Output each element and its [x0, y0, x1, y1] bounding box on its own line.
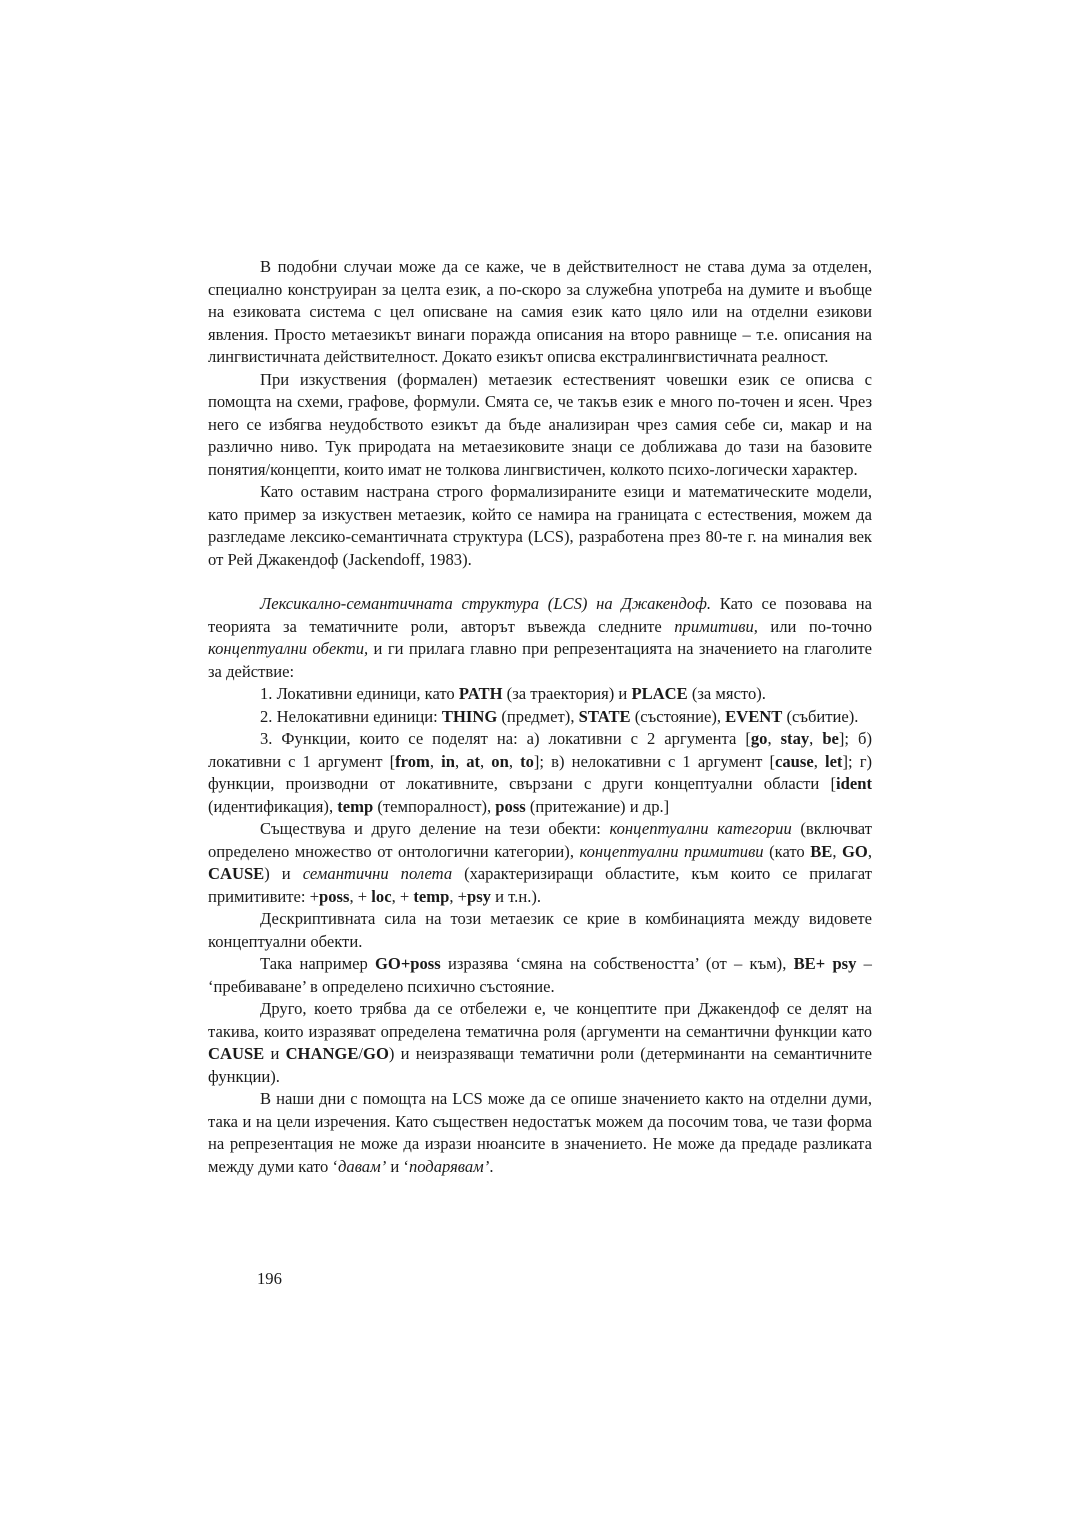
italic-term: концептуални примитиви — [579, 841, 764, 861]
bold-term: from — [395, 751, 430, 771]
text-run: изразява ‘смяна на собствеността’ (от – към), — [440, 954, 794, 973]
text-run: (за траектория) и — [502, 684, 632, 703]
page-number: 196 — [257, 1269, 282, 1288]
text-run: (притежание) и др.] — [525, 796, 670, 816]
bold-term: GO — [842, 841, 868, 861]
text-run: (събитие). — [782, 706, 859, 726]
text-run: , — [832, 841, 843, 861]
paragraph-descriptive-power — [208, 908, 872, 953]
text-run: В подобни случаи може да се каже, че в действителност не става дума за отделен, специално конструиран за целта език, а по-скоро за служебна употреба на думите и въобще на езиковата система с цел описване на самия език като цяло или на отделни езикови явления. Просто метаезикът винаги поражда описания на второ равнище – т.е. описания на лингвистичната действителност. Докато езикът описва екстралингвистичната реалност. — [208, 257, 872, 366]
text-run: . — [489, 1156, 494, 1176]
text-run: В наши дни с помощта на LCS може да се опише значението както на отделни думи, така и на цели изречения. Като съществен недостатък можем да посочим това, че тази форма на репрезентация не може да изрази нюансите в значението. Не може да предаде разликата между думи като ‘ — [208, 1089, 872, 1176]
italic-term: Лексикално-семантичната структура (LCS) на Джакендоф. — [260, 594, 712, 613]
text-run: 3. Функции, които се поделят на: а) локативни с 2 аргумента [ — [260, 729, 751, 748]
text-run: , — [480, 751, 492, 771]
text-run: , + — [391, 886, 414, 906]
bold-term: PATH — [458, 684, 503, 703]
bold-term: EVENT — [725, 706, 783, 726]
bold-term: be — [822, 729, 839, 748]
text-run: Така например — [260, 954, 376, 973]
text-run: 2. Нелокативни единици: — [260, 706, 442, 726]
bold-term: CHANGE — [285, 1044, 359, 1063]
text-run: и — [264, 1044, 286, 1063]
bold-term: THING — [441, 706, 498, 726]
text-run: (идентификация), — [208, 796, 338, 816]
text-run: , — [813, 751, 825, 771]
bold-term: cause — [774, 751, 814, 771]
text-run: (като — [763, 841, 811, 861]
italic-term: подарявам’ — [408, 1156, 490, 1176]
text-run: ]; г) функции, производни от локативните, свързани с други концептуални области [ — [208, 751, 873, 793]
text-run: (включват определено множество от онтологични категории), — [208, 819, 872, 861]
bold-term: CAUSE — [208, 1044, 265, 1063]
italic-term: примитиви, — [674, 616, 758, 636]
bold-term: BE+ psy — [793, 954, 857, 973]
text-run: Дескриптивната сила на този метаезик се крие в комбинацията между видовете концептуални обекти. — [208, 909, 872, 951]
bold-term: to — [520, 751, 534, 771]
text-run: , — [867, 841, 872, 861]
text-run: (за място). — [687, 684, 766, 703]
text-run: Съществува и друго деление на тези обекти: — [260, 819, 610, 838]
list-item-3 — [208, 728, 872, 818]
text-run: и ги прилага главно при репрезентацията на значението на глаголите за действие: — [208, 639, 872, 681]
text-run: (характеризиращи областите, към които се прилагат примитивите: + — [208, 864, 872, 906]
paragraph-concepts — [208, 998, 872, 1088]
list-item-2 — [208, 706, 872, 729]
bold-term: GO+poss — [375, 954, 441, 973]
italic-term: семантични полета — [302, 864, 453, 883]
bold-term: poss — [319, 886, 350, 906]
text-run: – ‘пребиваване’ в определено психично състояние. — [208, 954, 872, 996]
text-run: Като оставим настрана строго формализираните езици и математическите модели, като пример за изкуствен метаезик, който се намира на границата с естествения, можем да разгледаме лексико-семантичната структура (LCS), разработена през 80-те г. на миналия век от Рей Джакендоф (Jackendoff, 1983). — [208, 482, 872, 569]
italic-term: давам’ — [338, 1156, 387, 1176]
bold-term: poss — [495, 796, 526, 816]
text-run: , — [454, 751, 467, 771]
text-run: (предмет), — [497, 706, 579, 726]
bold-term: PLACE — [631, 684, 688, 703]
bold-term: BE — [810, 841, 833, 861]
text-run: При изкуствения (формален) метаезик естественият човешки език се описва с помощта на схеми, графове, формули. Смята се, че такъв език е много по-точен и ясен. Чрез него се избягва неудобството езикът да бъде анализиран чрез самия себе си, макар и на различно ниво. Тук природата на метаезиковите знаци се доближава до тази на базовите понятия/концепти, които имат не толкова лингвистичен, колкото психо-логически характер. — [208, 369, 872, 479]
bold-term: stay — [780, 729, 810, 748]
text-run: ) и неизразяващи тематични роли (детерминанти на семантичните функции). — [208, 1044, 872, 1086]
text-run: и ‘ — [386, 1156, 409, 1176]
paragraph-example — [208, 953, 872, 998]
text-run: (темпоралност), — [373, 796, 496, 816]
text-run: , — [508, 751, 521, 771]
bold-term: on — [491, 751, 509, 771]
bold-term: in — [441, 751, 455, 771]
bold-term: let — [824, 751, 843, 771]
text-run: , — [809, 729, 823, 748]
text-run: Като се позовава на теорията за тематичните роли, авторът въвежда следните — [208, 594, 872, 636]
text-run: / — [358, 1044, 364, 1063]
paragraph-1 — [208, 256, 872, 369]
bold-term: ident — [836, 774, 872, 793]
text-run: (състояние), — [630, 706, 726, 726]
bold-term: GO — [363, 1044, 389, 1063]
bold-term: STATE — [578, 706, 631, 726]
bold-term: loc — [371, 886, 392, 906]
text-run: ) и — [264, 864, 303, 883]
bold-term: CAUSE — [208, 864, 265, 883]
bold-term: at — [466, 751, 481, 771]
text-run: , + — [449, 886, 467, 906]
text-run: и т.н.). — [490, 886, 542, 906]
body-text — [208, 256, 872, 1178]
paragraph-conclusion — [208, 1088, 872, 1178]
text-run: 1. Локативни единици, като — [260, 684, 459, 703]
italic-term: концептуални категории — [609, 819, 792, 838]
paragraph-division — [208, 818, 872, 908]
text-run: ]; б) локативни с 1 аргумент [ — [208, 729, 872, 771]
paragraph-lcs-intro — [208, 593, 872, 683]
bold-term: temp — [337, 796, 374, 816]
list-item-1 — [208, 683, 872, 706]
bold-term: temp — [413, 886, 450, 906]
text-run: , + — [349, 886, 372, 906]
bold-term: go — [750, 729, 768, 748]
bold-term: psy — [467, 886, 491, 906]
italic-term: концептуални обекти, — [208, 639, 369, 658]
paragraph-3 — [208, 481, 872, 571]
text-run: , — [767, 729, 781, 748]
text-run: Друго, което трябва да се отбележи е, че концептите при Джакендоф се делят на такива, които изразяват определена тематична роля (аргументи на семантични функции като — [208, 999, 872, 1041]
text-run: ]; в) нелокативни с 1 аргумент [ — [533, 751, 775, 771]
paragraph-2 — [208, 369, 872, 482]
text-run: или по-точно — [757, 616, 872, 636]
text-run: , — [429, 751, 442, 771]
